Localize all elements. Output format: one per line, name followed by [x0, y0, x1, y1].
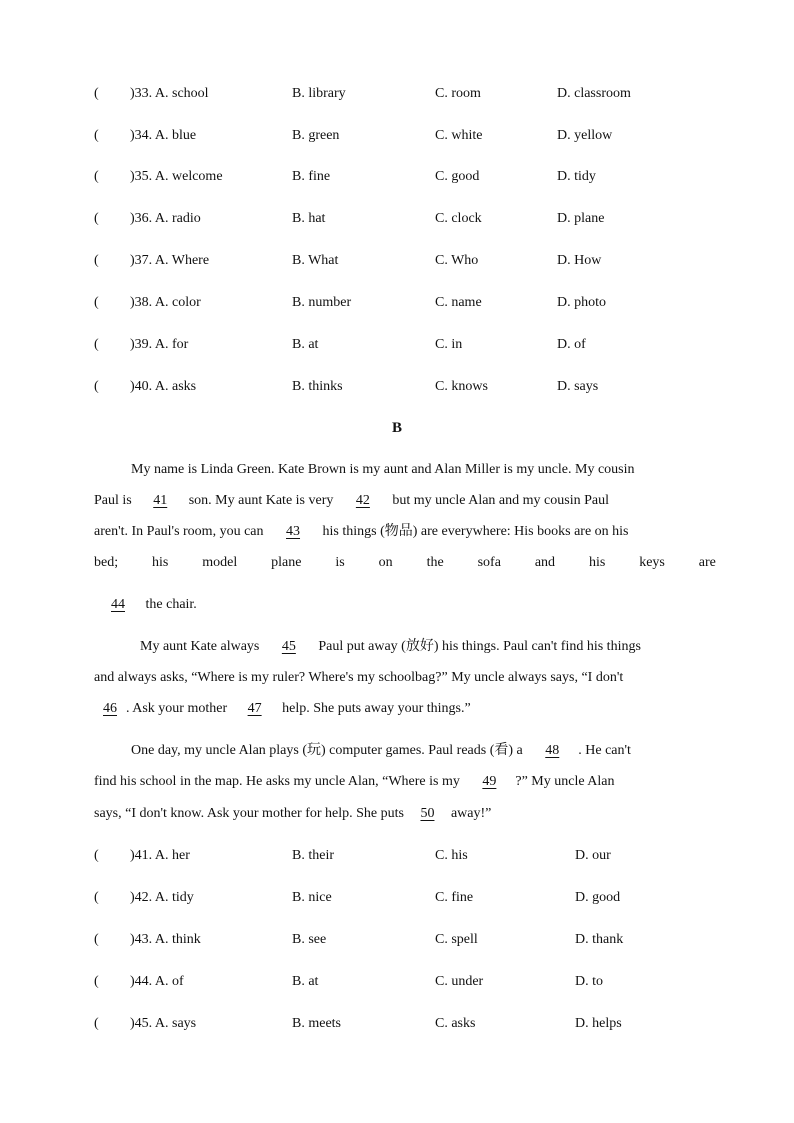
option-d: D. plane [557, 211, 605, 226]
text: . He can't [578, 743, 631, 758]
option-d: D. thank [575, 932, 624, 947]
word: and [534, 555, 556, 570]
option-a: )43. A. think [130, 932, 201, 947]
blank-47[interactable]: 47 [247, 701, 262, 716]
answer-paren: ( [94, 169, 99, 184]
option-b: B. hat [292, 211, 326, 226]
option-a: )45. A. says [130, 1016, 197, 1031]
option-b: B. thinks [292, 379, 343, 394]
word: his [588, 555, 606, 570]
option-b: B. What [292, 253, 339, 268]
question-39 [94, 335, 734, 355]
p3-line-3 [94, 803, 716, 825]
option-c: C. asks [435, 1016, 476, 1031]
option-c: C. good [435, 169, 480, 184]
p3-line-1 [94, 740, 716, 762]
option-b: B. their [292, 848, 334, 863]
text: . Ask your mother [126, 701, 231, 716]
option-b: B. green [292, 128, 340, 143]
p1-line-3 [94, 521, 716, 543]
option-c: C. fine [435, 890, 474, 905]
option-c: C. Who [435, 253, 479, 268]
question-45 [94, 1014, 734, 1034]
option-d: D. How [557, 253, 602, 268]
option-a: )36. A. radio [130, 211, 201, 226]
option-c: C. white [435, 128, 483, 143]
option-b: B. number [292, 295, 352, 310]
blank-44[interactable]: 44 [111, 597, 125, 612]
answer-paren: ( [94, 128, 99, 143]
option-a: )42. A. tidy [130, 890, 194, 905]
option-a: )39. A. for [130, 337, 189, 352]
option-b: B. at [292, 974, 319, 989]
question-36 [94, 209, 734, 229]
question-35 [94, 167, 734, 187]
option-a: )40. A. asks [130, 379, 197, 394]
option-a: )44. A. of [130, 974, 184, 989]
option-c: C. clock [435, 211, 482, 226]
answer-paren: ( [94, 1016, 99, 1031]
option-a: )34. A. blue [130, 128, 197, 143]
answer-paren: ( [94, 337, 99, 352]
option-a: )37. A. Where [130, 253, 210, 268]
blank-49[interactable]: 49 [482, 774, 497, 789]
option-b: B. nice [292, 890, 332, 905]
text: help. She puts away your things.” [278, 701, 471, 716]
text: the chair. [142, 597, 197, 612]
word: the [426, 555, 444, 570]
option-a: )35. A. welcome [130, 169, 223, 184]
option-b: B. meets [292, 1016, 341, 1031]
word: on [378, 555, 393, 570]
option-a: )41. A. her [130, 848, 190, 863]
p2-line-3 [94, 698, 716, 720]
option-d: D. photo [557, 295, 606, 310]
word: are [698, 555, 716, 570]
p3-line-2 [94, 771, 716, 793]
answer-paren: ( [94, 211, 99, 226]
p1-line-1: My name is Linda Green. Kate Brown is my aunt and Alan Miller is my uncle. My cousin [131, 462, 635, 477]
option-c: C. in [435, 337, 463, 352]
text: son. My aunt Kate is very [185, 493, 337, 508]
answer-paren: ( [94, 932, 99, 947]
blank-50[interactable]: 50 [420, 806, 435, 821]
word: bed; [94, 555, 119, 570]
question-41 [94, 846, 734, 866]
option-a: )38. A. color [130, 295, 201, 310]
p1-line-2 [94, 490, 716, 512]
answer-paren: ( [94, 295, 99, 310]
text: One day, my uncle Alan plays (玩) computer games. Paul reads (看) a [131, 743, 527, 758]
word: model [202, 555, 238, 570]
option-b: B. see [292, 932, 327, 947]
option-c: C. knows [435, 379, 488, 394]
option-d: D. to [575, 974, 603, 989]
word: keys [639, 555, 665, 570]
text: aren't. In Paul's room, you can [94, 524, 268, 539]
p1-line-4 [94, 552, 716, 574]
answer-paren: ( [94, 86, 99, 101]
blank-41[interactable]: 41 [153, 493, 168, 508]
option-c: C. name [435, 295, 482, 310]
section-b-title: B [391, 420, 402, 436]
text: My aunt Kate always [140, 639, 263, 654]
option-b: B. at [292, 337, 319, 352]
word: plane [271, 555, 302, 570]
text: away!” [447, 806, 492, 821]
question-37 [94, 251, 734, 271]
option-d: D. classroom [557, 86, 631, 101]
option-d: D. our [575, 848, 611, 863]
answer-paren: ( [94, 848, 99, 863]
option-a: )33. A. school [130, 86, 209, 101]
question-42 [94, 888, 734, 908]
text: find his school in the map. He asks my uncle Alan, “Where is my [94, 774, 464, 789]
text: but my uncle Alan and my cousin Paul [388, 493, 609, 508]
answer-paren: ( [94, 890, 99, 905]
answer-paren: ( [94, 379, 99, 394]
text: ?” My uncle Alan [515, 774, 615, 789]
option-c: C. room [435, 86, 481, 101]
text: Paul is [94, 493, 136, 508]
option-b: B. fine [292, 169, 331, 184]
p2-line-1 [94, 636, 716, 658]
word: his [152, 555, 169, 570]
option-d: D. helps [575, 1016, 622, 1031]
answer-paren: ( [94, 253, 99, 268]
option-d: D. good [575, 890, 621, 905]
word: sofa [477, 555, 501, 570]
option-d: D. tidy [557, 169, 596, 184]
text: his things (物品) are everywhere: His books are on his [319, 524, 629, 539]
blank-42[interactable]: 42 [355, 493, 370, 508]
answer-paren: ( [94, 974, 99, 989]
text: Paul put away (放好) his things. Paul can't find his things [314, 639, 641, 654]
p2-line-2: and always asks, “Where is my ruler? Where's my schoolbag?” My uncle always says, “I don't [94, 670, 624, 685]
option-d: D. says [557, 379, 599, 394]
option-b: B. library [292, 86, 346, 101]
option-c: C. his [435, 848, 468, 863]
option-c: C. under [435, 974, 484, 989]
option-c: C. spell [435, 932, 478, 947]
option-d: D. of [557, 337, 586, 352]
blank-48[interactable]: 48 [545, 743, 560, 758]
option-d: D. yellow [557, 128, 613, 143]
blank-45[interactable]: 45 [281, 639, 296, 654]
blank-43[interactable]: 43 [286, 524, 301, 539]
question-34 [94, 126, 734, 146]
question-40 [94, 377, 734, 397]
question-44 [94, 972, 734, 992]
p1-line-5 [94, 594, 716, 616]
question-33 [94, 84, 734, 104]
question-43 [94, 930, 734, 950]
question-38 [94, 293, 734, 313]
blank-46[interactable]: 46 [103, 701, 117, 716]
word: is [335, 555, 345, 570]
text: says, “I don't know. Ask your mother for help. She puts [94, 806, 408, 821]
